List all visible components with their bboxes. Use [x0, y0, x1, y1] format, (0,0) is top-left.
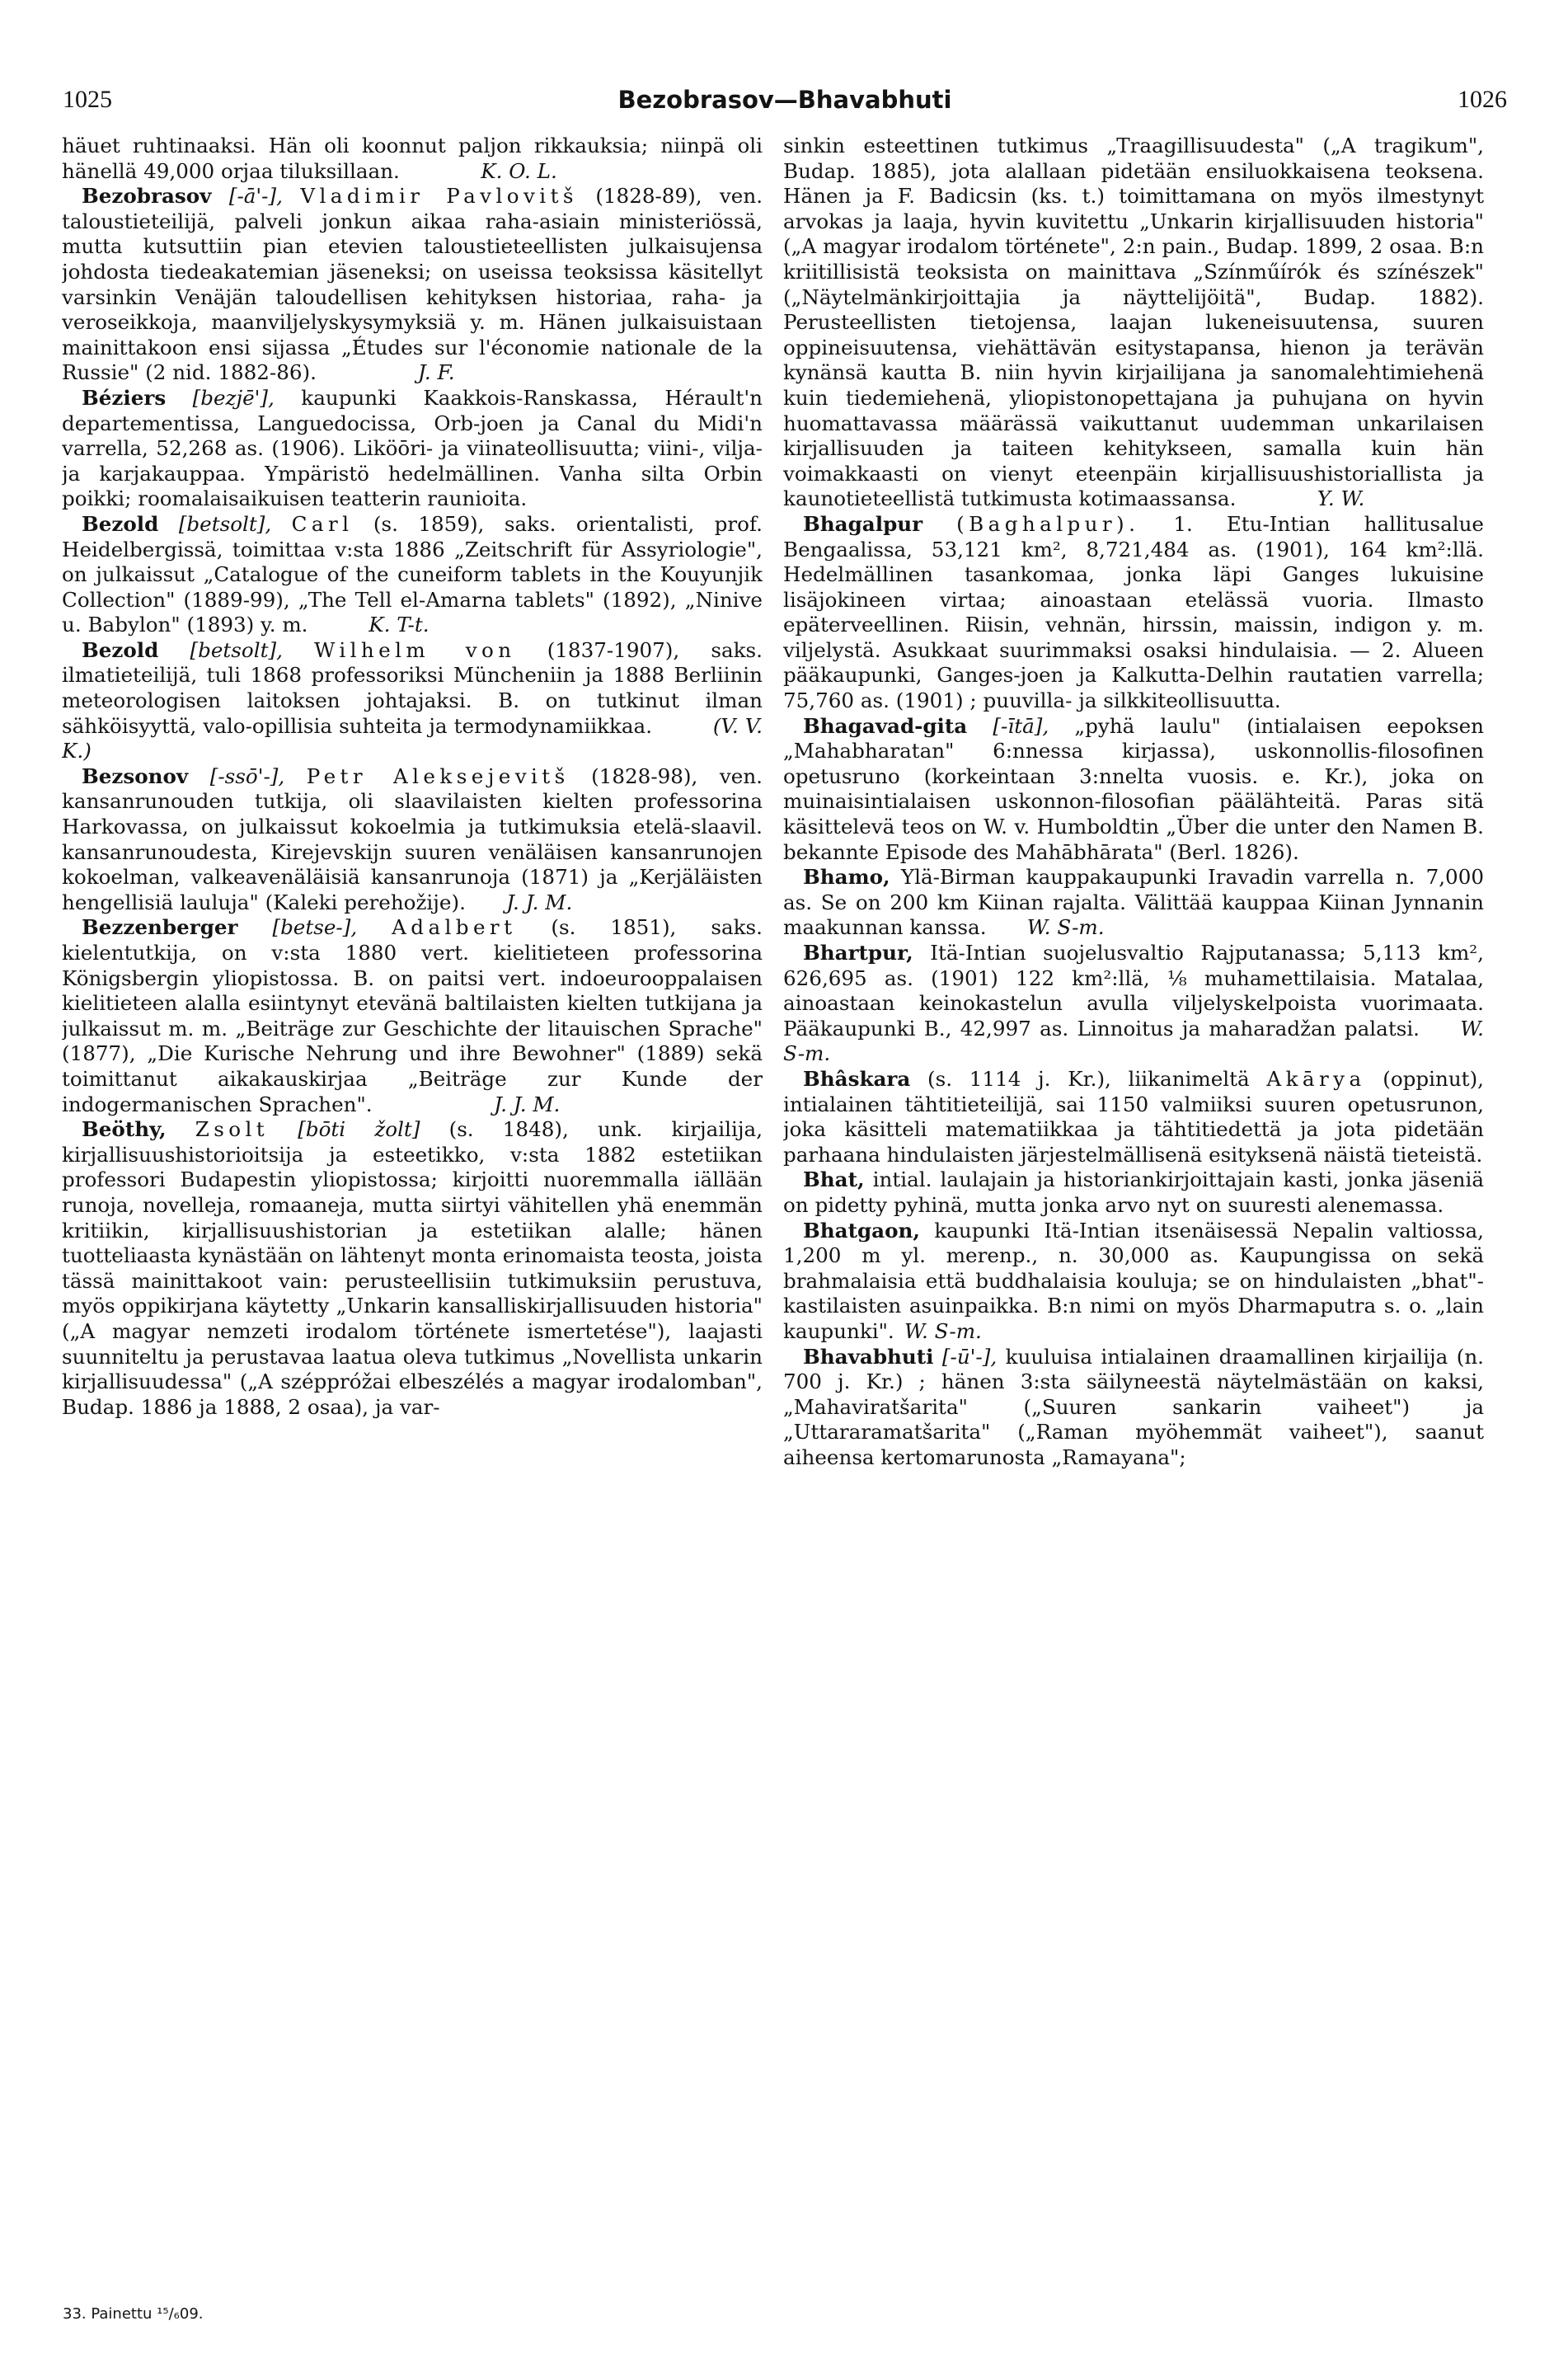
entry-continuation: sinkin esteettinen tutkimus „Traagillisuudesta" („A tragikum", Budap. 1885), jota alallaan pidetään ensiluokkaisena teoksena. Hänen ja F. Badicsin (ks. t.) toimittamana on myös ilmestynyt arvokas ja laaja, hyvin kuvitettu „Unkarin kirjallisuuden historia" („A magyar irodalom története", 2:n pain., Budap. 1899, 2 osaa. B:n kriitillisistä teoksista on mainittava „Színműírók és színészek" („Näytelmänkirjoittajia ja näyttelijöitä", Budap. 1882). Perusteellisten tietojensa, laajan lukeneisuutensa, suuren oppineisuutensa, viehättävän esitystapansa, hienon ja terävän kynänsä kautta B. niin hyvin kirjailijana ja sanomalehtimiehenä kuin tiedemiehenä, yliopistonopettajana ja puhujana on hyvin huomattavassa määrässä vaikuttanut uudemman unkarilaisen kirjallisuuden ja taiteen kehitykseen, samalla kuin hän voimakkaasti on vienyt eteenpäin kirjallisuushistoriallista ja kaunotieteellistä tutkimusta kotimaassansa. Y. W.: [783, 134, 1484, 511]
left-column: [62, 134, 763, 2294]
entry-headword: Bhartpur,: [803, 941, 913, 965]
entry-signature: K. O. L.: [481, 158, 557, 183]
entry-bezsonov: Bezsonov [-ssō'-], Petr Aleksejevitš (1828-98), ven. kansanrunouden tutkija, oli slaavilaisten kielten professorina Harkovassa, on julkaissut kokoelmia ja tutkimuksia etelä-slaavil. kansanrunoudesta, Kirejevskijn suuren venäläisen kansanrunojen kokoelman, valkeavenäläisiä kansanrunoja (1871) ja „Kerjäläisten hengellisiä lauluja" (Kaleki perehožije). J. J. M.: [62, 763, 763, 914]
entry-headword: Bhavabhuti: [803, 1344, 934, 1369]
footer-label: 33. Painettu: [63, 2305, 153, 2323]
entry-person-name: Adalbert: [392, 915, 517, 940]
entry-headword: Bhatgaon,: [803, 1218, 920, 1243]
entry-signature: K. T-t.: [369, 613, 430, 637]
entry-pronunciation: [betsolt],: [178, 511, 272, 536]
entry-beziers: Béziers [bezjē'], kaupunki Kaakkois-Ranskassa, Hérault'n departementissa, Languedocissa, Orb-joen ja Canal du Midi'n varrella, 52,268 as. (1906). Liköōri- ja viinateollisuutta; viini-, vilja- ja karjakauppaa. Ympäristö hedelmällinen. Vanha silta Orbin poikki; roomalaisaikuisen teatterin raunioita.: [62, 385, 763, 511]
entry-bezobrasov: Bezobrasov [-ā'-], Vladimir Pavlovitš (1828-89), ven. taloustieteilijä, palveli jonkun aikaa raha-asiain ministeriössä, mutta kutsuttiin pian etevien taloustieteellisten julkaisujensa johdosta tiedeakatemian jäseneksi; on useissa teoksissa käsitellyt varsinkin Venäjän taloudellisen kehityksen historiaa, raha- ja veroseikkoja, maanviljelyskysymyksiä y. m. Hänen julkaisuistaan mainittakoon ensi sijassa „Études sur l'économie nationale de la Russie" (2 nid. 1882-86). J. F.: [62, 184, 763, 385]
entry-signature: J. J. M.: [506, 890, 573, 914]
entry-pronunciation: [-ssō'-],: [209, 763, 285, 788]
entry-signature: Y. W.: [1317, 486, 1365, 511]
entry-signature: J. J. M.: [494, 1092, 561, 1116]
right-column: [783, 134, 1484, 2294]
entry-bezold-wilhelm: Bezold [betsolt], Wilhelm von (1837-1907), saks. ilmatieteilijä, tuli 1868 professoriksi Müncheniin ja 1888 Berliinin meteorologisen laitoksen johtajaksi. B. on tutkinut ilman sähköisyyttä, valo-opillisia suhteita ja termodynamiikkaa. (V. V. K.): [62, 637, 763, 763]
footer-date: ¹⁵/₆09.: [157, 2305, 204, 2323]
entry-person-name: Carl: [291, 511, 354, 536]
entry-headword: Bhagalpur: [803, 511, 923, 536]
page-header: [63, 86, 1507, 125]
entry-headword: Bezobrasov: [82, 184, 212, 209]
entry-headword: Bezsonov: [82, 763, 189, 788]
print-footer: [63, 2305, 204, 2323]
entry-epithet: Akārya: [1266, 1066, 1366, 1091]
entry-headword: Bhat,: [803, 1167, 865, 1192]
entry-pronunciation: [bezjē'],: [192, 385, 275, 410]
entry-bezold-carl: Bezold [betsolt], Carl (s. 1859), saks. orientalisti, prof. Heidelbergissä, toimittaa v:sta 1886 „Zeitschrift für Assyriologie", on julkaissut „Catalogue of the cuneiform tablets in the Kouyunjik Collection" (1889-99), „The Tell el-Amarna tablets" (1892), „Ninive u. Babylon" (1893) y. m. K. T-t.: [62, 511, 763, 637]
page-number-left: 1025: [63, 86, 112, 113]
entry-headword: Bezold: [82, 637, 159, 662]
entry-beothy: Beöthy, Zsolt [bōti žolt] (s. 1848), unk. kirjailija, kirjallisuushistorioitsija ja esteetikko, v:sta 1882 estetiikan professori Budapestin yliopistossa; kirjoitti nuoremmalla iällään runoja, novelleja, romaaneja, mutta siirtyi vähitellen yhä enemmän kritiikin, kirjallisuushistorian ja estetiikan alalle; hänen tuotteliaasta kynästään on lähtenyt monta erinomaista teosta, joista tässä mainittakoot vain: perusteellisiin tutkimuksiin perustuva, myös oppikirjana käytetty „Unkarin kansalliskirjallisuuden historia" („A magyar nemzeti irodalom története ismertetése"), laajasti suunniteltu ja perustavaa laatua oleva tutkimus „Novellista unkarin kirjallisuudessa" („A széppróžai elbeszélés a magyar irodalomban", Budap. 1886 ja 1888, 2 osaa), ja var-: [62, 1117, 763, 1419]
entry-bhat: Bhat, intial. laulajain ja historiankirjoittajain kasti, jonka jäseniä on pidetty pyhinä, mutta jonka arvo nyt on suuresti alenemassa.: [783, 1167, 1484, 1217]
entry-pronunciation: [bōti žolt]: [298, 1117, 420, 1142]
entry-bhagalpur: Bhagalpur (Baghalpur). 1. Etu-Intian hallitusalue Bengaalissa, 53,121 km², 8,721,484 as. (1901), 164 km²:llä. Hedelmällinen tasankomaa, jonka läpi Ganges lukuisine lisäjokineen virtaa; ainoastaan etelässä vuoria. Ilmasto epäterveellinen. Riisin, vehnän, hirssin, maissin, indigon y. m. viljelystä. Asukkaat suurimmaksi osaksi hindulaisia. — 2. Alueen pääkaupunki, Ganges-joen ja Kalkutta-Delhin rautatien varrella; 75,760 as. (1901) ; puuvilla- ja silkkiteollisuutta.: [783, 511, 1484, 713]
entry-signature: W. S-m.: [1026, 915, 1105, 940]
entry-pronunciation: [betse-],: [272, 915, 358, 940]
entry-signature: (V. V. K.): [62, 713, 763, 763]
entry-signature: W. S-m.: [783, 1016, 1484, 1066]
entry-headword: Beöthy,: [82, 1117, 167, 1142]
entry-bhartpur: Bhartpur, Itä-Intian suojelusvaltio Rajputanassa; 5,113 km², 626,695 as. (1901) 122 km²:llä, ⅛ muhamettilaisia. Matalaa, ainoastaan keinokastelun avulla viljelyskelpoista vuorimaata. Pääkaupunki B., 42,997 as. Linnoitus ja maharadžan palatsi. W. S-m.: [783, 941, 1484, 1066]
page-number-right: 1026: [1458, 86, 1507, 113]
entry-person-name: Zsolt: [195, 1117, 270, 1142]
entry-person-name: Vladimir Pavlovitš: [300, 184, 578, 209]
entry-alt-name: (Baghalpur).: [956, 511, 1140, 536]
entry-headword: Béziers: [82, 385, 167, 410]
entry-signature: W. S-m.: [904, 1318, 982, 1343]
entry-bhatgaon: Bhatgaon, kaupunki Itä-Intian itsenäisessä Nepalin valtiossa, 1,200 m yl. merenp., n. 30,000 as. Kaupungissa on sekä brahmalaisia että buddhalaisia kouluja; se on hindulaisten „bhat"-kastilaisten asuinpaikka. B:n nimi on myös Dharmaputra s. o. „lain kaupunki". W. S-m.: [783, 1218, 1484, 1343]
entry-headword: Bhagavad-gita: [803, 713, 968, 738]
entry-person-name: Wilhelm von: [314, 637, 516, 662]
entry-pronunciation: [-ītā],: [993, 713, 1049, 738]
entry-headword: Bhâskara: [803, 1066, 911, 1091]
entry-headword: Bhamo,: [803, 865, 890, 890]
entry-pronunciation: [-ū'-],: [941, 1344, 998, 1369]
entry-bhavabhuti: Bhavabhuti [-ū'-], kuuluisa intialainen draamallinen kirjailija (n. 700 j. Kr.) ; hänen 3:sta säilyneestä näytelmästään on kaksi, „Mahaviratšarita" („Suuren sankarin vaiheet") ja „Uttararamatšarita" („Raman myöhemmät vaiheet"), saanut aiheensa kertomarunosta „Ramayana";: [783, 1344, 1484, 1469]
entry-signature: J. F.: [417, 360, 455, 385]
entry-continuation: häuet ruhtinaaksi. Hän oli koonnut paljon rikkauksia; niinpä oli hänellä 49,000 orjaa tiluksillaan. K. O. L.: [62, 134, 763, 183]
entry-bezzenberger: Bezzenberger [betse-], Adalbert (s. 1851), saks. kielentutkija, on v:sta 1880 vert. kielitieteen professorina Königsbergin yliopistossa. B. on paitsi vert. indoeurooppalaisen kielitieteen alalla esiintynyt etevänä baltilaisten kielten tutkijana ja julkaissut m. m. „Beiträge zur Geschichte der litauischen Sprache" (1877), „Die Kurische Nehrung und ihre Bewohner" (1889) sekä toimittanut aikakauskirjaa „Beiträge zur Kunde der indogermanischen Sprachen". J. J. M.: [62, 915, 763, 1116]
entry-pronunciation: [betsolt],: [190, 637, 283, 662]
entry-pronunciation: [-ā'-],: [228, 184, 283, 209]
entry-headword: Bezzenberger: [82, 915, 238, 940]
entry-headword: Bezold: [82, 511, 159, 536]
entry-bhagavad-gita: Bhagavad-gita [-ītā], „pyhä laulu" (intialaisen eepoksen „Mahabharatan" 6:nnessa kirjassa), uskonnollis-filosofinen opetusruno (korkeintaan 3:nnelta vuosis. e. Kr.), joka on muinaisintialaisen uskonnon-filosofian päälähteitä. Paras sitä käsittelevä teos on W. v. Humboldtin „Über die unter den Namen B. bekannte Episode des Mahābhārata" (Berl. 1826).: [783, 713, 1484, 864]
running-title: Bezobrasov—Bhavabhuti: [617, 86, 952, 114]
entry-bhaskara: Bhâskara (s. 1114 j. Kr.), liikanimeltä Akārya (oppinut), intialainen tähtitieteilijä, sai 1150 valmiiksi suuren opetusrunon, joka käsitteli matematiikkaa ja tähtitiedettä ja jota pidetään parhaana hindulaisten järjestelmällisenä esityksenä näistä tieteistä.: [783, 1066, 1484, 1167]
entry-bhamo: Bhamo, Ylä-Birman kauppakaupunki Iravadin varrella n. 7,000 as. Se on 200 km Kiinan rajalta. Välittää kauppaa Kiinan Jynnanin maakunnan kanssa. W. S-m.: [783, 865, 1484, 940]
entry-person-name: Petr Aleksejevitš: [306, 763, 570, 788]
